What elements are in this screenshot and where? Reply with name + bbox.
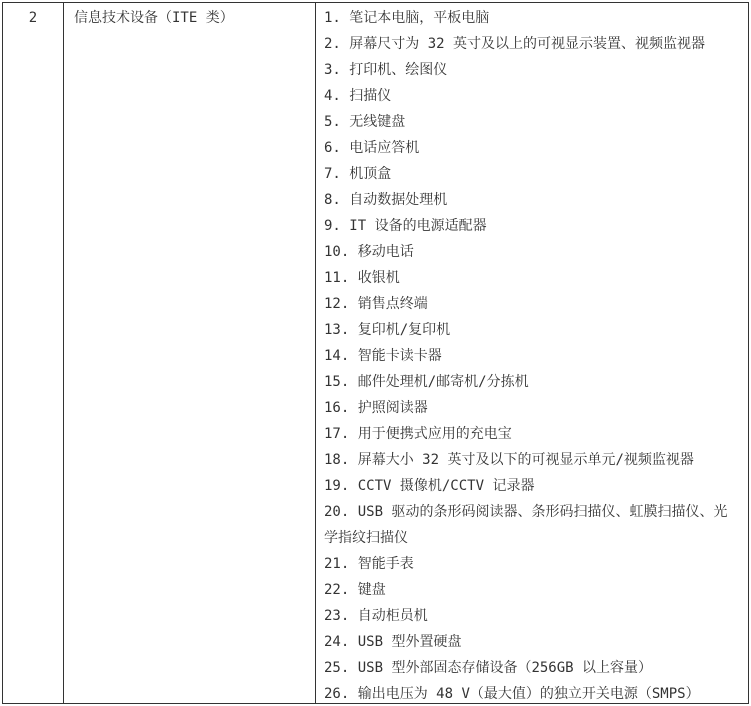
list-item — [324, 187, 738, 213]
list-item — [324, 395, 738, 421]
equipment-category-table — [2, 2, 749, 704]
list-item-number: 22. — [324, 582, 350, 598]
list-item-text: 笔记本电脑，平板电脑 — [349, 10, 490, 26]
list-item-text: 收银机 — [357, 270, 400, 286]
list-item-text: 无线键盘 — [349, 114, 406, 130]
list-item-text: USB 驱动的条形码阅读器、条形码扫描仪、虹膜扫描仪、光学指纹扫描仪 — [324, 504, 728, 546]
list-item-number: 26. — [324, 686, 350, 702]
list-item-number: 23. — [324, 608, 350, 624]
items-cell — [316, 3, 748, 703]
list-item-text: 打印机、绘图仪 — [349, 62, 448, 78]
list-item — [324, 655, 738, 681]
list-item-text: 电话应答机 — [349, 140, 420, 156]
category-label: 信息技术设备（ITE 类） — [74, 10, 234, 26]
list-item-number: 1. — [324, 10, 341, 26]
list-item-number: 9. — [324, 218, 341, 234]
list-item-number: 20. — [324, 504, 350, 520]
list-item-number: 19. — [324, 478, 350, 494]
list-item-text: USB 型外置硬盘 — [357, 634, 462, 650]
list-item-text: 护照阅读器 — [357, 400, 428, 416]
list-item-text: IT 设备的电源适配器 — [349, 218, 487, 234]
list-item — [324, 629, 738, 655]
list-item — [324, 161, 738, 187]
list-item — [324, 577, 738, 603]
list-item-number: 12. — [324, 296, 350, 312]
list-item — [324, 291, 738, 317]
category-cell — [64, 3, 316, 703]
list-item — [324, 5, 738, 31]
list-item — [324, 551, 738, 577]
list-item — [324, 421, 738, 447]
row-number-cell — [3, 3, 64, 703]
row-number: 2 — [28, 10, 38, 26]
list-item-text: 销售点终端 — [357, 296, 428, 312]
list-item-number: 2. — [324, 36, 341, 52]
list-item-text: 邮件处理机/邮寄机/分拣机 — [357, 374, 529, 390]
list-item-text: 屏幕尺寸为 32 英寸及以上的可视显示装置、视频监视器 — [349, 36, 706, 52]
list-item — [324, 239, 738, 265]
list-item-text: 复印机/复印机 — [357, 322, 451, 338]
list-item — [324, 265, 738, 291]
list-item-number: 15. — [324, 374, 350, 390]
list-item-number: 7. — [324, 166, 341, 182]
list-item — [324, 213, 738, 239]
list-item-number: 8. — [324, 192, 341, 208]
list-item-text: CCTV 摄像机/CCTV 记录器 — [357, 478, 535, 494]
list-item-text: 智能手表 — [357, 556, 414, 572]
list-item-number: 3. — [324, 62, 341, 78]
list-item-text: 输出电压为 48 V（最大值）的独立开关电源（SMPS） — [357, 686, 700, 702]
list-item-text: USB 型外部固态存储设备（256GB 以上容量） — [357, 660, 653, 676]
list-item-text: 屏幕大小 32 英寸及以下的可视显示单元/视频监视器 — [357, 452, 694, 468]
list-item — [324, 681, 738, 706]
list-item — [324, 109, 738, 135]
list-item-text: 扫描仪 — [349, 88, 392, 104]
list-item — [324, 447, 738, 473]
list-item-number: 6. — [324, 140, 341, 156]
list-item-text: 自动柜员机 — [357, 608, 428, 624]
list-item-text: 智能卡读卡器 — [357, 348, 442, 364]
list-item — [324, 135, 738, 161]
list-item-number: 16. — [324, 400, 350, 416]
list-item-text: 机顶盒 — [349, 166, 392, 182]
list-item-text: 移动电话 — [357, 244, 414, 260]
list-item-number: 21. — [324, 556, 350, 572]
list-item-number: 13. — [324, 322, 350, 338]
list-item-number: 14. — [324, 348, 350, 364]
list-item-number: 17. — [324, 426, 350, 442]
list-item-number: 11. — [324, 270, 350, 286]
list-item — [324, 317, 738, 343]
list-item-number: 24. — [324, 634, 350, 650]
list-item — [324, 473, 738, 499]
list-item — [324, 83, 738, 109]
list-item — [324, 603, 738, 629]
list-item-number: 18. — [324, 452, 350, 468]
list-item — [324, 343, 738, 369]
list-item — [324, 57, 738, 83]
list-item-number: 10. — [324, 244, 350, 260]
list-item-text: 用于便携式应用的充电宝 — [357, 426, 512, 442]
list-item-number: 5. — [324, 114, 341, 130]
list-item — [324, 499, 738, 551]
list-item-text: 键盘 — [357, 582, 386, 598]
list-item-number: 4. — [324, 88, 341, 104]
list-item — [324, 369, 738, 395]
list-item — [324, 31, 738, 57]
list-item-number: 25. — [324, 660, 350, 676]
list-item-text: 自动数据处理机 — [349, 192, 448, 208]
